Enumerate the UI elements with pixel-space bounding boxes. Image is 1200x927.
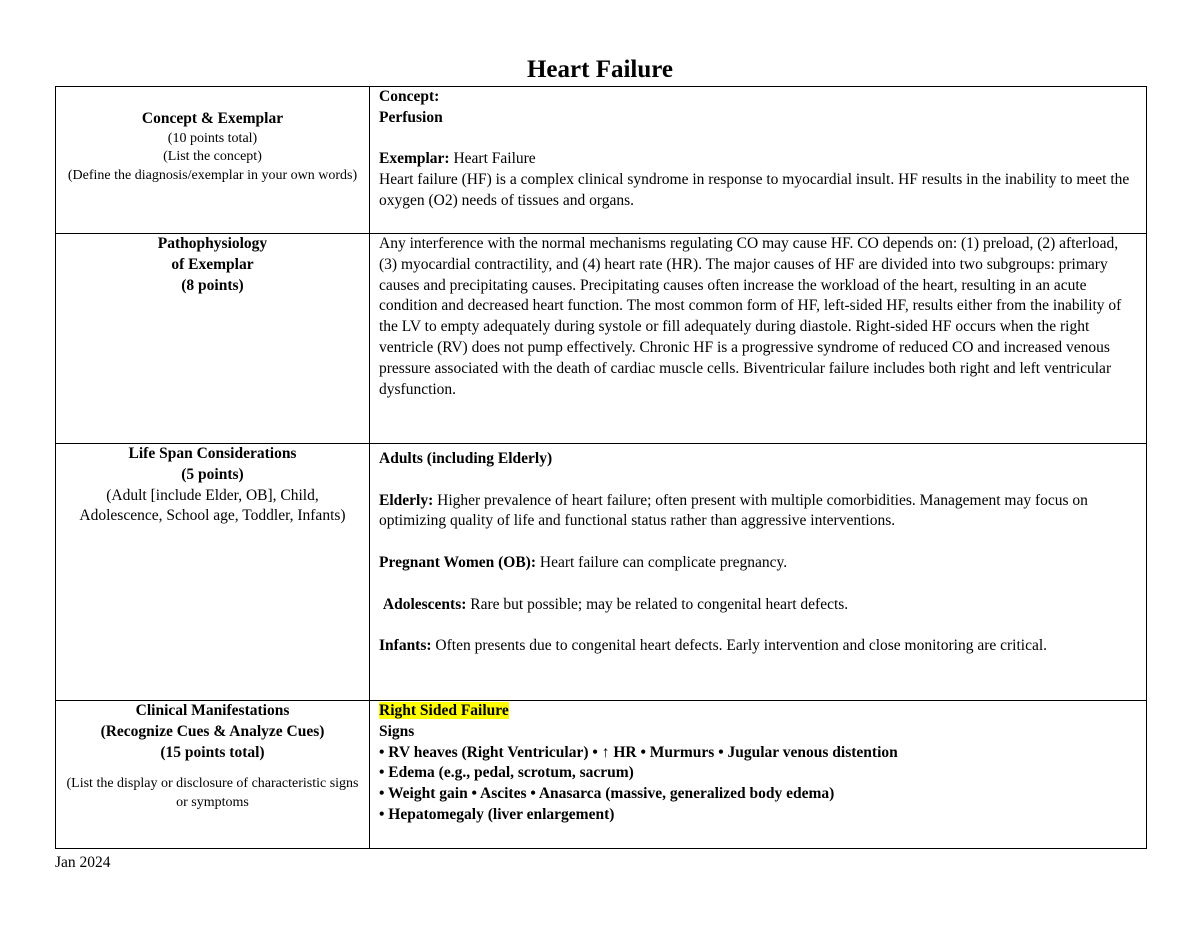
lifespan-points: (5 points)	[181, 465, 244, 483]
concept-heading: Concept & Exemplar	[141, 110, 284, 127]
elderly-text: Higher prevalence of heart failure; often present with multiple comorbidities. Management may focus on optimizing quality of life and functional status rather than aggressive interventions.	[379, 491, 1088, 530]
lifespan-content-cell	[370, 444, 1147, 701]
adolescents-text: Rare but possible; may be related to congenital heart defects.	[466, 595, 849, 613]
exemplar-value: Heart Failure	[449, 150, 536, 168]
patho-points: (8 points)	[181, 276, 244, 294]
adolescents-entry	[379, 595, 1138, 616]
patho-heading: Pathophysiology	[157, 235, 268, 252]
right-sided-failure-highlight: Right Sided Failure	[379, 702, 509, 719]
table-row-lifespan	[56, 444, 1147, 701]
right-sided-failure-line	[379, 701, 1138, 722]
signs-heading: Signs	[379, 722, 415, 740]
lifespan-label-cell	[56, 444, 370, 701]
infants-label: Infants:	[379, 637, 432, 655]
exemplar-definition: Heart failure (HF) is a complex clinical syndrome in response to myocardial insult. HF results in the inability to meet the oxygen (O2) needs of tissues and organs.	[379, 171, 1130, 209]
concept-content-cell	[370, 87, 1147, 234]
document-title: Heart Failure	[526, 56, 674, 83]
clinical-points: (15 points total)	[160, 743, 265, 761]
elderly-label: Elderly:	[379, 491, 434, 509]
clinical-heading: Clinical Manifestations	[135, 702, 290, 719]
concept-instruction: (List the concept)	[163, 149, 262, 165]
exemplar-label: Exemplar:	[379, 150, 450, 168]
lifespan-heading: Life Span Considerations	[128, 445, 297, 462]
concept-points: (10 points total)	[167, 130, 258, 146]
concept-define-instruction: (Define the diagnosis/exemplar in your own words)	[67, 167, 358, 183]
sign-line: • Edema (e.g., pedal, scrotum, sacrum)	[379, 764, 634, 782]
pregnant-text: Heart failure can complicate pregnancy.	[536, 553, 788, 571]
table-row-clinical	[56, 701, 1147, 849]
infants-text: Often presents due to congenital heart defects. Early intervention and close monitoring are critical.	[431, 637, 1048, 655]
patho-label-cell	[56, 234, 370, 444]
exemplar-line	[379, 149, 1138, 170]
clinical-detail: (List the display or disclosure of characteristic signs or symptoms	[66, 776, 359, 810]
footer-date: Jan 2024	[55, 854, 111, 871]
clinical-content-cell	[370, 701, 1147, 849]
elderly-entry	[379, 491, 1138, 533]
clinical-label-cell	[56, 701, 370, 849]
patho-text: Any interference with the normal mechanisms regulating CO may cause HF. CO depends on: (1) preload, (2) afterload, (3) myocardial contractility, and (4) heart rate (HR). The major causes of HF are divided into two subgroups: primary causes and precipitating causes. Precipitating causes often increase the workload of the heart, resulting in an acute condition and decreased heart function. The most common form of HF, left-sided HF, results either from the inability of the LV to empty adequately during systole or fill adequately during diastole. Right-sided HF occurs when the right ventricle (RV) does not pump effectively. Chronic HF is a progressive syndrome of reduced CO and increased venous pressure associated with the death of cardiac muscle cells. Biventricular failure includes both right and left ventricular dysfunction.	[379, 235, 1122, 398]
care-plan-table	[55, 86, 1147, 849]
table-row-concept	[56, 87, 1147, 234]
table-row-pathophysiology	[56, 234, 1147, 444]
adults-heading: Adults (including Elderly)	[379, 450, 553, 467]
pregnant-entry	[379, 553, 1138, 574]
adolescents-label: Adolescents:	[379, 595, 467, 613]
patho-content-cell	[370, 234, 1147, 444]
pregnant-label: Pregnant Women (OB):	[379, 553, 537, 571]
clinical-subheading: (Recognize Cues & Analyze Cues)	[100, 722, 325, 740]
patho-subheading: of Exemplar	[171, 255, 254, 273]
sign-line: • Weight gain • Ascites • Anasarca (massive, generalized body edema)	[379, 785, 835, 803]
infants-entry	[379, 636, 1138, 657]
sign-line: • RV heaves (Right Ventricular) • ↑ HR • Murmurs • Jugular venous distention	[379, 743, 898, 761]
concept-label: Concept:	[379, 88, 440, 105]
concept-label-cell	[56, 87, 370, 234]
sign-line: • Hepatomegaly (liver enlargement)	[379, 805, 615, 823]
concept-value: Perfusion	[379, 108, 443, 126]
lifespan-detail: (Adult [include Elder, OB], Child, Adolescence, School age, Toddler, Infants)	[79, 486, 346, 525]
